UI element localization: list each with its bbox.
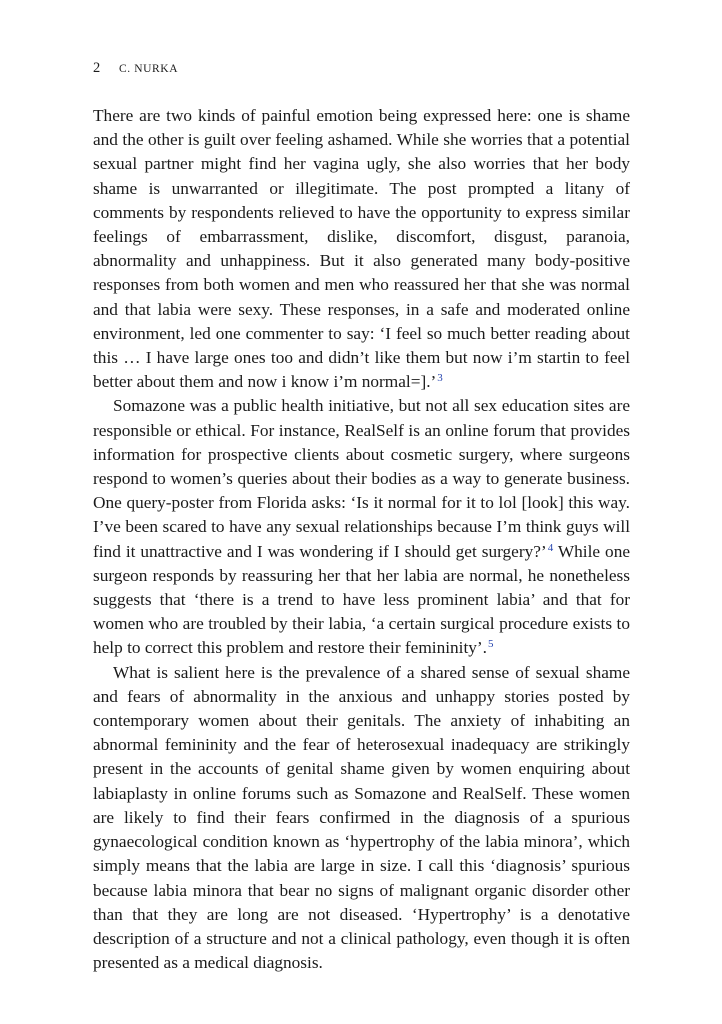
paragraph-text: Somazone was a public health initiative, but not all sex education sites are responsible or ethical. For instance, RealSelf is an online forum that provides information for prospective clients about cosmetic surgery, where surgeons respond to women’s queries about their bodies as a way to generate business. One query-poster from Florida asks: ‘Is it normal for it to lol [look] this way. I’ve been scared to have any sexual relationships because I’m think guys will find it unattractive and I was wondering if I should get surgery?’ (93, 396, 630, 561)
paragraph-text: There are two kinds of painful emotion being expressed here: one is shame and the other is guilt over feeling ashamed. While she worries that a potential sexual partner might find her vagina ugly, she also worries that her body shame is unwarranted or illegitimate. The post prompted a litany of comments by respondents relieved to have the opportunity to express similar feelings of embarrassment, dislike, discomfort, disgust, paranoia, abnormality and unhappiness. But it also generated many body-positive responses from both women and men who reassured her that she was normal and that labia were sexy. These responses, in a safe and moderated online environment, led one commenter to say: ‘I feel so much better reading about this … I have large ones too and didn’t like them but now i’m startin to feel better about them and now i know i’m normal=].’ (93, 106, 630, 392)
paragraph-text: What is salient here is the prevalence of a shared sense of sexual shame and fears of abnormality in the anxious and unhappy stories posted by contemporary women about their genitals. The anxiety of inhabiting an abnormal femininity and the fear of heterosexual inadequacy are strikingly present in the accounts of genital shame given by women enquiring about labiaplasty in online forums such as Somazone and RealSelf. These women are likely to find their fears confirmed in the diagnosis of a spurious gynaecological condition known as ‘hypertrophy of the labia minora’, which simply means that the labia are large in size. I call this ‘diagnosis’ spurious because labia minora that bear no signs of malignant organic disorder other than that they are long are not diseased. ‘Hypertrophy’ is a denotative description of a structure and not a clinical pathology, even though it is often presented as a medical diagnosis. (93, 662, 630, 973)
running-head-author: C. NURKA (119, 63, 179, 75)
body-paragraph-2 (93, 394, 630, 660)
footnote-ref-4[interactable]: 4 (547, 541, 554, 554)
footnote-ref-5[interactable]: 5 (487, 638, 494, 651)
body-paragraph-1 (93, 104, 630, 394)
page-number: 2 (93, 60, 101, 76)
running-head (93, 58, 630, 78)
body-paragraph-3 (93, 661, 630, 976)
paragraph-text-continued: While one surgeon responds by reassuring her that her labia are normal, he nonetheless suggests that ‘there is a trend to have less prominent labia’ and that for women who are troubled by their labia, ‘a certain surgical procedure exists to help to correct this problem and restore their femininity’. (93, 541, 631, 658)
footnote-ref-3[interactable]: 3 (437, 372, 443, 385)
document-page (93, 58, 630, 975)
